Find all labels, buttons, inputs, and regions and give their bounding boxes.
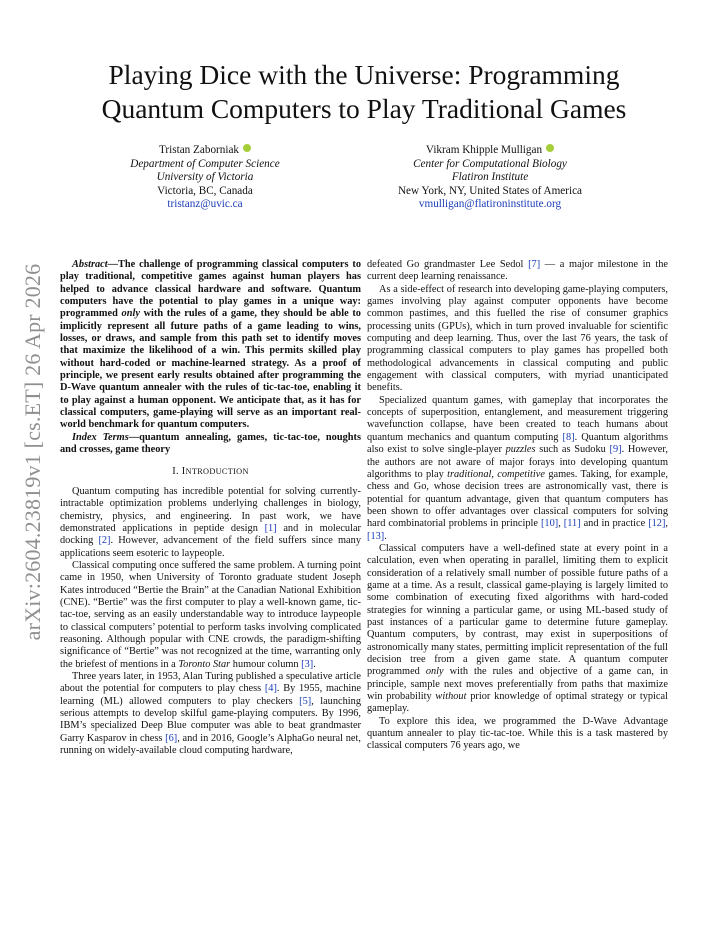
body-paragraph: Classical computers have a well-defined state at every point in a calculation, even when operating in parallel, limiting them to explicit consideration of a relatively small number of possible future paths of a game at a time. As a result, classical game-playing is largely limited to some combination of executing fixed algorithms with hard-coded strategies for winning a particular game, or using ML-based study of past instances of a particular game to determine future gameplay. Quantum computers, by contrast, may exist in superpositions of astronomically many states, permitting implicit representation of the full decision tree from a given game state. A quantum computer programmed only with the rules and objective of a game can, in principle, sample next moves preferentially from paths that maximize win probability without prior knowledge of optimal strategy or typical gameplay. bbox=[367, 542, 668, 715]
left-column bbox=[60, 259, 361, 757]
orcid-icon[interactable] bbox=[243, 144, 251, 152]
section-heading-introduction: I. INTRODUCTION bbox=[172, 465, 249, 477]
citation-link[interactable]: [11] bbox=[563, 518, 581, 530]
arxiv-identifier-text: arXiv:2604.23819v1 [cs.ET] 26 Apr 2026 bbox=[20, 263, 45, 641]
body-paragraph: As a side-effect of research into developing game-playing computers, games involving play against computer opponents have become common pastimes, and this fuelled the rise of consumer graphics processing units (GPUs), which in turn proved invaluable for scientific computing and deep learning. Thus, over the last 76 years, the task of programming classical computers to play games has propelled both methodological advancements in classical computing and public engagement with classical computers, with myriad unanticipated benefits. bbox=[367, 283, 668, 394]
orcid-icon[interactable] bbox=[546, 144, 554, 152]
citation-link[interactable]: [12] bbox=[648, 518, 666, 530]
author-block-1 bbox=[100, 144, 310, 212]
author-department: Department of Computer Science bbox=[130, 157, 280, 170]
author-institution: Flatiron Institute bbox=[451, 171, 529, 184]
citation-link[interactable]: [9] bbox=[609, 444, 622, 456]
arxiv-identifier-stamp bbox=[22, 262, 44, 642]
abstract-paragraph: Abstract—The challenge of programming classical computers to play traditional, competitive games against human players has helped to advance classical hardware and software. Quantum computers have the potential to play games in a unique way: programmed only with the rules of a game, they should be able to implicitly represent all future paths of a game leading to wins, losses, or draws, and sample from this path set to identify moves that maximize the likelihood of a win. This permits skilled play without hard-coded or machine-learned strategy. As a proof of principle, we present early results obtained after programming the D-Wave quantum annealer with the rules of tic-tac-toe, enabling it to play against a human opponent. We anticipate that, as it has for classical computers, game-playing will serve as an important real-world benchmark for quantum computers. bbox=[60, 259, 361, 431]
citation-link[interactable]: [6] bbox=[165, 732, 178, 744]
abstract-emphasis: only bbox=[121, 308, 140, 320]
author-name: Tristan Zaborniak bbox=[100, 144, 310, 158]
citation-link[interactable]: [4] bbox=[264, 683, 277, 695]
citation-link[interactable]: [10] bbox=[540, 518, 559, 530]
body-paragraph: Quantum computing has incredible potential for solving currently-intractable optimization problems underlying challenges in biology, chemistry, physics, and engineering. In past work, we have demonstrated applications in peptide design [1] and in molecular docking [2]. However, advancement of the field suffers since many applications seem esoteric to laypeople. bbox=[60, 485, 361, 559]
body-paragraph: Three years later, in 1953, Alan Turing published a speculative article about the potential for computers to play chess [4]. By 1955, machine learning (ML) allowed computers to play checkers [5], launching serious attempts to develop skilful game-playing computers. By 1996, IBM’s specialized Deep Blue computer was able to beat grandmaster Garry Kasparov in chess [6], and in 2016, Google’s AlphaGo neural net, running on widely-available cloud computing hardware, bbox=[60, 671, 362, 757]
body-paragraph: Classical computing once suffered the same problem. A turning point came in 1950, when University of Toronto graduate student Joseph Kates introduced “Bertie the Brain” at the Canadian National Exhibition (CNE). “Bertie” was the first computer to play a well-known game, tic-tac-toe, serving as an easily understandable way to introduce laypeople to classical computers’ potential to perform tasks involving complicated reasoning. Although popular with CNE crowds, the paradigm-shifting significance of “Bertie” was not recognized at the time, warranting only the briefest of mentions in a Toronto Star humour column [3]. bbox=[60, 559, 361, 670]
body-paragraph: To explore this idea, we programmed the D-Wave Advantage quantum annealer to play tic-tac-toe. While this is a task mastered by classical computers 76 years ago, we bbox=[367, 715, 668, 752]
body-paragraph: defeated Go grandmaster Lee Sedol [7] — a major milestone in the current deep learning renaissance. bbox=[367, 259, 668, 283]
citation-link[interactable]: [3] bbox=[301, 658, 314, 670]
body-paragraph: Specialized quantum games, with gameplay that incorporates the concepts of superposition, entanglement, and measurement triggering wavefunction collapse, have been created to teach humans about quantum mechanics and quantum computing [8]. Quantum algorithms also exist to solve single-player puzzles such as Sudoku [9]. However, the authors are not aware of major forays into developing quantum algorithms to play traditional, competitive games. Taking, for example, chess and Go, whose decision trees are astronomically vast, there is potential for quantum advantage, given that quantum computers has been shown to offer advantages over classical computers for solving hard combinatorial problems in principle [10], [11] and in practice [12], [13]. bbox=[367, 394, 669, 542]
citation-link[interactable]: [13] bbox=[367, 530, 385, 542]
author-department: Center for Computational Biology bbox=[413, 157, 567, 170]
citation-link[interactable]: [8] bbox=[562, 431, 575, 443]
paper-title: Playing Dice with the Universe: Programming Quantum Computers to Play Traditional Games bbox=[101, 59, 627, 124]
citation-link[interactable]: [2] bbox=[98, 535, 111, 547]
citation-link[interactable]: [5] bbox=[299, 695, 312, 707]
author-email-link[interactable]: vmulligan@flatironinstitute.org bbox=[418, 198, 562, 211]
author-institution: University of Victoria bbox=[156, 171, 254, 184]
author-name: Vikram Khipple Mulligan bbox=[355, 144, 625, 158]
author-email-link[interactable]: tristanz@uvic.ca bbox=[167, 198, 243, 211]
author-location: Victoria, BC, Canada bbox=[157, 184, 253, 197]
author-location: New York, NY, United States of America bbox=[397, 184, 583, 197]
author-block-2 bbox=[355, 144, 625, 212]
citation-link[interactable]: [7] bbox=[528, 259, 541, 270]
citation-link[interactable]: [1] bbox=[264, 522, 277, 534]
index-terms-paragraph: Index Terms—quantum annealing, games, tic-tac-toe, noughts and crosses, game theory bbox=[60, 431, 361, 456]
right-column bbox=[367, 259, 668, 753]
